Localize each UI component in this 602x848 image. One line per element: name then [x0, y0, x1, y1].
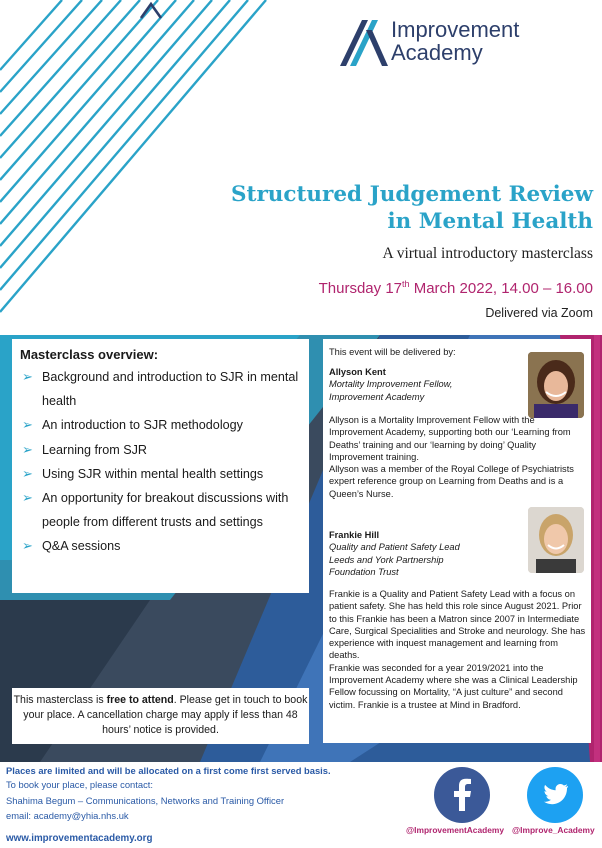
footer-book: To book your place, please contact:: [6, 779, 153, 790]
allyson-role-2: Improvement Academy: [329, 391, 425, 402]
frankie-role-3: Foundation Trust: [329, 566, 399, 577]
bullet-arrow-icon: ➢: [22, 417, 33, 433]
page-title: [180, 181, 593, 235]
list-item: [20, 438, 305, 462]
frankie-header: [329, 529, 525, 578]
frankie-name: Frankie Hill: [329, 530, 380, 540]
facebook-icon[interactable]: [434, 767, 490, 823]
booking-note-bold: free to attend: [106, 694, 174, 706]
twitter-icon[interactable]: [527, 767, 583, 823]
logo-line-1: Improvement: [391, 17, 520, 42]
allyson-bio: [329, 414, 587, 500]
allyson-name: Allyson Kent: [329, 367, 386, 377]
delivery-note: Delivered via Zoom: [485, 306, 593, 320]
footer-limited-note: Places are limited and will be allocated on a first come first served basis.: [6, 765, 331, 776]
frankie-bio: [329, 588, 587, 711]
list-item: [20, 462, 305, 486]
booking-note-post: . Please get in touch to book your place. A cancellation charge may apply if less than 48 hours’ notice is provided.: [23, 694, 308, 736]
overview-box: [12, 339, 309, 593]
logo-line-2: Academy: [391, 40, 483, 65]
list-item: [20, 486, 305, 534]
list-item: [20, 534, 305, 558]
footer-contact: Shahima Begum – Communications, Networks and Training Officer: [6, 795, 285, 806]
date-sup: th: [402, 279, 410, 289]
frankie-bio-2: Frankie was seconded for a year 2019/2021 into the Improvement Academy where she was a Clinical Leadership Fellow focussing on Mortality, “A just culture” and second victim. Frankie is a trustee at Mind in Bradford.: [329, 662, 578, 710]
speakers-intro: This event will be delivered by:: [329, 347, 456, 357]
list-item-text: Using SJR within mental health settings: [42, 466, 264, 481]
frankie-bio-1: Frankie is a Quality and Patient Safety Lead with a focus on patient safety. She has held this role since August 2021. Prior to this Frankie has been a Matron since 2007 in Intermediate Care, Surgical Specialities and Stroke and neurology. She has experience with inquest management and learning from deaths.: [329, 589, 586, 661]
allyson-role-1: Mortality Improvement Fellow,: [329, 379, 453, 390]
booking-note: [12, 688, 309, 744]
title-line-1: Structured Judgement Review: [230, 182, 593, 207]
frankie-photo: [528, 507, 584, 573]
frankie-role-2: Leeds and York Partnership: [329, 554, 444, 565]
bullet-arrow-icon: ➢: [22, 369, 33, 384]
booking-note-pre: This masterclass is: [13, 694, 107, 706]
twitter-handle[interactable]: @Improve_Academy: [512, 825, 595, 835]
subtitle: A virtual introductory masterclass: [382, 245, 593, 262]
allyson-bio-2: Allyson was a member of the Royal College of Psychiatrists expert reference group on Learning from Deaths and is a Queen’s Nurse.: [329, 464, 574, 499]
allyson-header: [329, 366, 525, 403]
overview-heading: Masterclass overview:: [20, 347, 159, 362]
frankie-role-1: Quality and Patient Safety Lead: [329, 542, 460, 553]
allyson-photo: [528, 352, 584, 418]
list-item-text: Background and introduction to SJR in mental health: [42, 370, 299, 409]
list-item-text: Q&A sessions: [42, 539, 121, 554]
allyson-bio-1: Allyson is a Mortality Improvement Fellow with the Improvement Academy, supporting both our ‘Learning from Deaths’ training and our ‘learning by doing’ Quality Improvement training.: [329, 415, 571, 462]
date-pre: Thursday 17: [318, 280, 403, 297]
footer-email[interactable]: email: academy@yhia.nhs.uk: [6, 810, 129, 821]
overview-list: [20, 365, 305, 559]
list-item: [20, 413, 305, 437]
list-item-text: An opportunity for breakout discussions with people from different trusts and settings: [42, 491, 289, 530]
facebook-handle[interactable]: @ImprovementAcademy: [406, 825, 504, 835]
list-item-text: Learning from SJR: [42, 442, 147, 457]
date-post: March 2022, 14.00 – 16.00: [409, 280, 593, 297]
bullet-arrow-icon: ➢: [22, 538, 33, 554]
bullet-arrow-icon: ➢: [22, 441, 33, 457]
bullet-arrow-icon: ➢: [22, 465, 33, 481]
footer-website-link[interactable]: www.improvementacademy.org: [6, 833, 153, 844]
bullet-arrow-icon: ➢: [22, 490, 33, 506]
logo-text: [391, 18, 519, 64]
event-date: [240, 279, 593, 297]
list-item-text: An introduction to SJR methodology: [42, 418, 243, 433]
list-item: [20, 365, 305, 413]
speakers-box: [323, 339, 591, 743]
title-line-2: in Mental Health: [387, 209, 593, 234]
